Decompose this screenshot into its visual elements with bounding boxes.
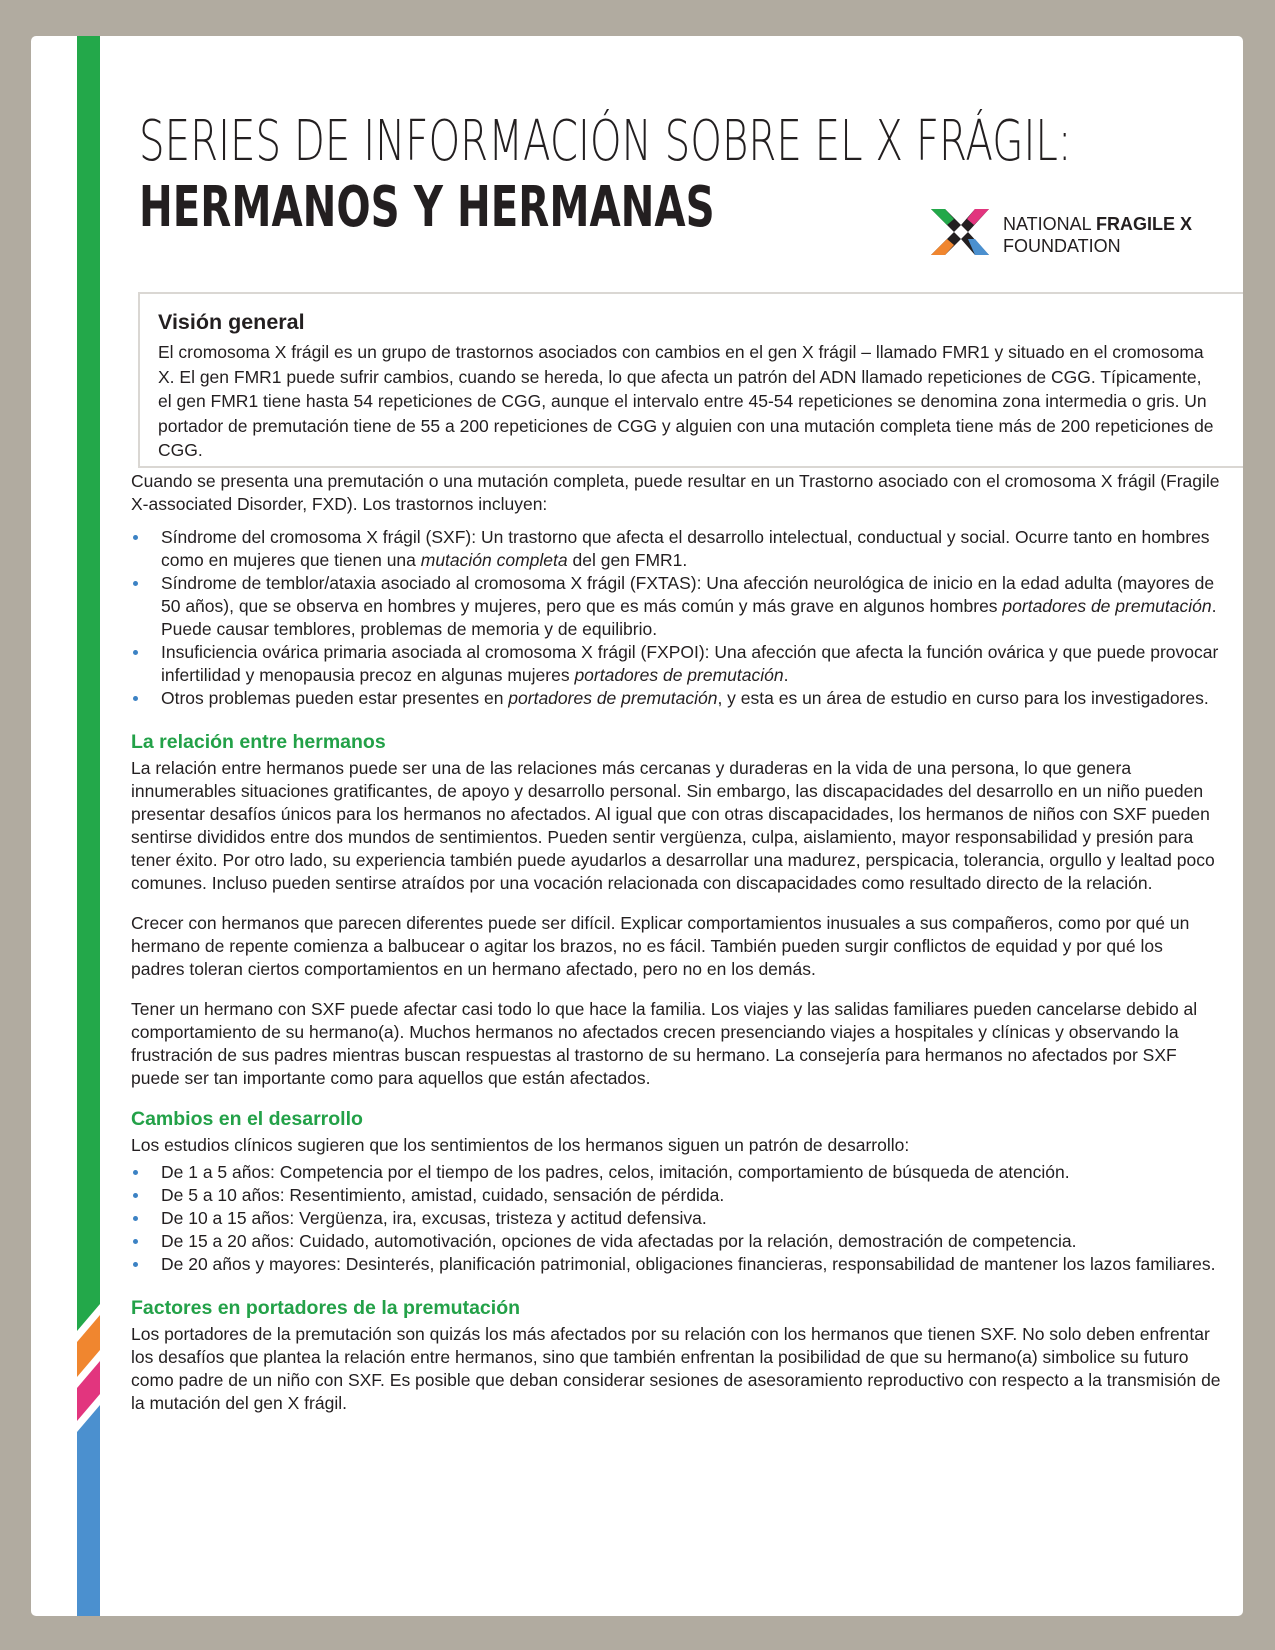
nfxf-logo [917, 203, 1237, 267]
list-item: Otros problemas pueden estar presentes en portadores de premutación, y esta es un área de estudio en curso para los investigadores. [131, 687, 1221, 710]
list-item: Síndrome del cromosoma X frágil (SXF): Un trastorno que afecta el desarrollo intelectual, conductual y social. Ocurre tanto en hombres como en mujeres que tienen una mutación completa del gen FMR1. [131, 526, 1221, 572]
title-topic: HERMANOS Y HERMANAS [139, 175, 715, 240]
overview-box [138, 292, 1243, 468]
decorative-color-stripe [77, 36, 100, 1616]
carriers-paragraph: Los portadores de la premutación son quizás los más afectados por su relación con los hermanos que tienen SXF. No solo deben enfrentar los desafíos que plantea la relación entre hermanos, sino que también enfrentan la posibilidad de que su hermano(a) simbolice su futuro como padre de un niño con SXF. Es posible que deban considerar sesiones de asesoramiento reproductivo con respecto a la transmisión de la mutación del gen X frágil. [131, 1324, 1221, 1413]
section-heading-relation: La relación entre hermanos [131, 731, 386, 753]
main-content [131, 470, 1221, 1432]
section-heading-development: Cambios en el desarrollo [131, 1108, 363, 1130]
relation-paragraph-3: Tener un hermano con SXF puede afectar casi todo lo que hace la familia. Los viajes y las salidas familiares pueden cancelarse debido al comportamiento de su hermano(a). Muchos hermanos no afectados crecen presenciando viajes a hospitales y clínicas y observando la frustración de sus padres mientras buscan respuestas al trastorno de su hermano. La consejería para hermanos no afectados por SXF puede ser tan importante como para aquellos que están afectados. [131, 999, 1198, 1088]
title-series: SERIES DE INFORMACIÓN SOBRE EL X FRÁGIL: [139, 109, 1072, 174]
relation-paragraph-2: Crecer con hermanos que parecen diferentes puede ser difícil. Explicar comportamientos inusuales a sus compañeros, como por qué un hermano de repente comienza a balbucear o agitar los brazos, no es fácil. También pueden surgir conflictos de equidad y por qué los padres toleran ciertos comportamientos en un hermano afectado, pero no en los demás. [131, 913, 1190, 979]
development-stages-list [131, 1161, 1221, 1276]
logo-national: NATIONAL [1003, 214, 1092, 234]
list-item: De 20 años y mayores: Desinterés, planificación patrimonial, obligaciones financieras, responsabilidad de mantener los lazos familiares. [131, 1253, 1221, 1276]
logo-foundation: FOUNDATION [1003, 236, 1121, 256]
logo-wordmark [1003, 213, 1192, 257]
list-item: De 10 a 15 años: Vergüenza, ira, excusas, tristeza y actitud defensiva. [131, 1207, 1221, 1230]
document-page [31, 36, 1243, 1616]
list-item: De 1 a 5 años: Competencia por el tiempo de los padres, celos, imitación, comportamiento de búsqueda de atención. [131, 1161, 1221, 1184]
overview-heading: Visión general [158, 310, 305, 334]
list-item: Insuficiencia ovárica primaria asociada al cromosoma X frágil (FXPOI): Una afección que afecta la función ovárica y que puede provocar infertilidad y menopausia precoz en algunas mujeres portadores de premutación. [131, 641, 1221, 687]
list-item: De 5 a 10 años: Resentimiento, amistad, cuidado, sensación de pérdida. [131, 1184, 1221, 1207]
disorders-list [131, 526, 1221, 710]
list-item: Síndrome de temblor/ataxia asociado al cromosoma X frágil (FXTAS): Una afección neurológica de inicio en la edad adulta (mayores de 50 años), que se observa en hombres y mujeres, pero que es más común y más grave en algunos hombres portadores de premutación. Puede causar temblores, problemas de memoria y de equilibrio. [131, 572, 1221, 641]
fragile-x-logo-icon [917, 203, 995, 261]
list-item: De 15 a 20 años: Cuidado, automotivación, opciones de vida afectadas por la relación, demostración de competencia. [131, 1230, 1221, 1253]
overview-text: El cromosoma X frágil es un grupo de trastornos asociados con cambios en el gen X frágil – llamado FMR1 y situado en el cromosoma X. El gen FMR1 puede sufrir cambios, cuando se hereda, lo que afecta un patrón del ADN llamado repeticiones de CGG. Típicamente, el gen FMR1 tiene hasta 54 repeticiones de CGG, aunque el intervalo entre 45-54 repeticiones se denomina zona intermedia o gris. Un portador de premutación tiene de 55 a 200 repeticiones de CGG y alguien con una mutación completa tiene más de 200 repeticiones de CGG. [158, 342, 1214, 460]
section-heading-carriers: Factores en portadores de la premutación [131, 1297, 521, 1319]
intro-paragraph: Cuando se presenta una premutación o una mutación completa, puede resultar en un Trastorno asociado con el cromosoma X frágil (Fragile X-associated Disorder, FXD). Los trastornos incluyen: [131, 471, 1220, 514]
development-lead: Los estudios clínicos sugieren que los sentimientos de los hermanos siguen un patrón de desarrollo: [131, 1135, 910, 1155]
logo-fragile-x: FRAGILE X [1096, 214, 1193, 234]
relation-paragraph-1: La relación entre hermanos puede ser una de las relaciones más cercanas y duraderas en la vida de una persona, lo que genera innumerables situaciones gratificantes, de apoyo y desarrollo personal. Sin embargo, las discapacidades del desarrollo en un niño pueden presentar desafíos únicos para los hermanos no afectados. Al igual que con otras discapacidades, los hermanos de niños con SXF pueden sentirse divididos entre dos mundos de sentimientos. Pueden sentir vergüenza, culpa, aislamiento, mayor responsabilidad y presión para tener éxito. Por otro lado, su experiencia también puede ayudarlos a desarrollar una madurez, perspicacia, tolerancia, orgullo y lealtad poco comunes. Incluso pueden sentirse atraídos por una vocación relacionada con discapacidades como resultado directo de la relación. [131, 758, 1215, 893]
